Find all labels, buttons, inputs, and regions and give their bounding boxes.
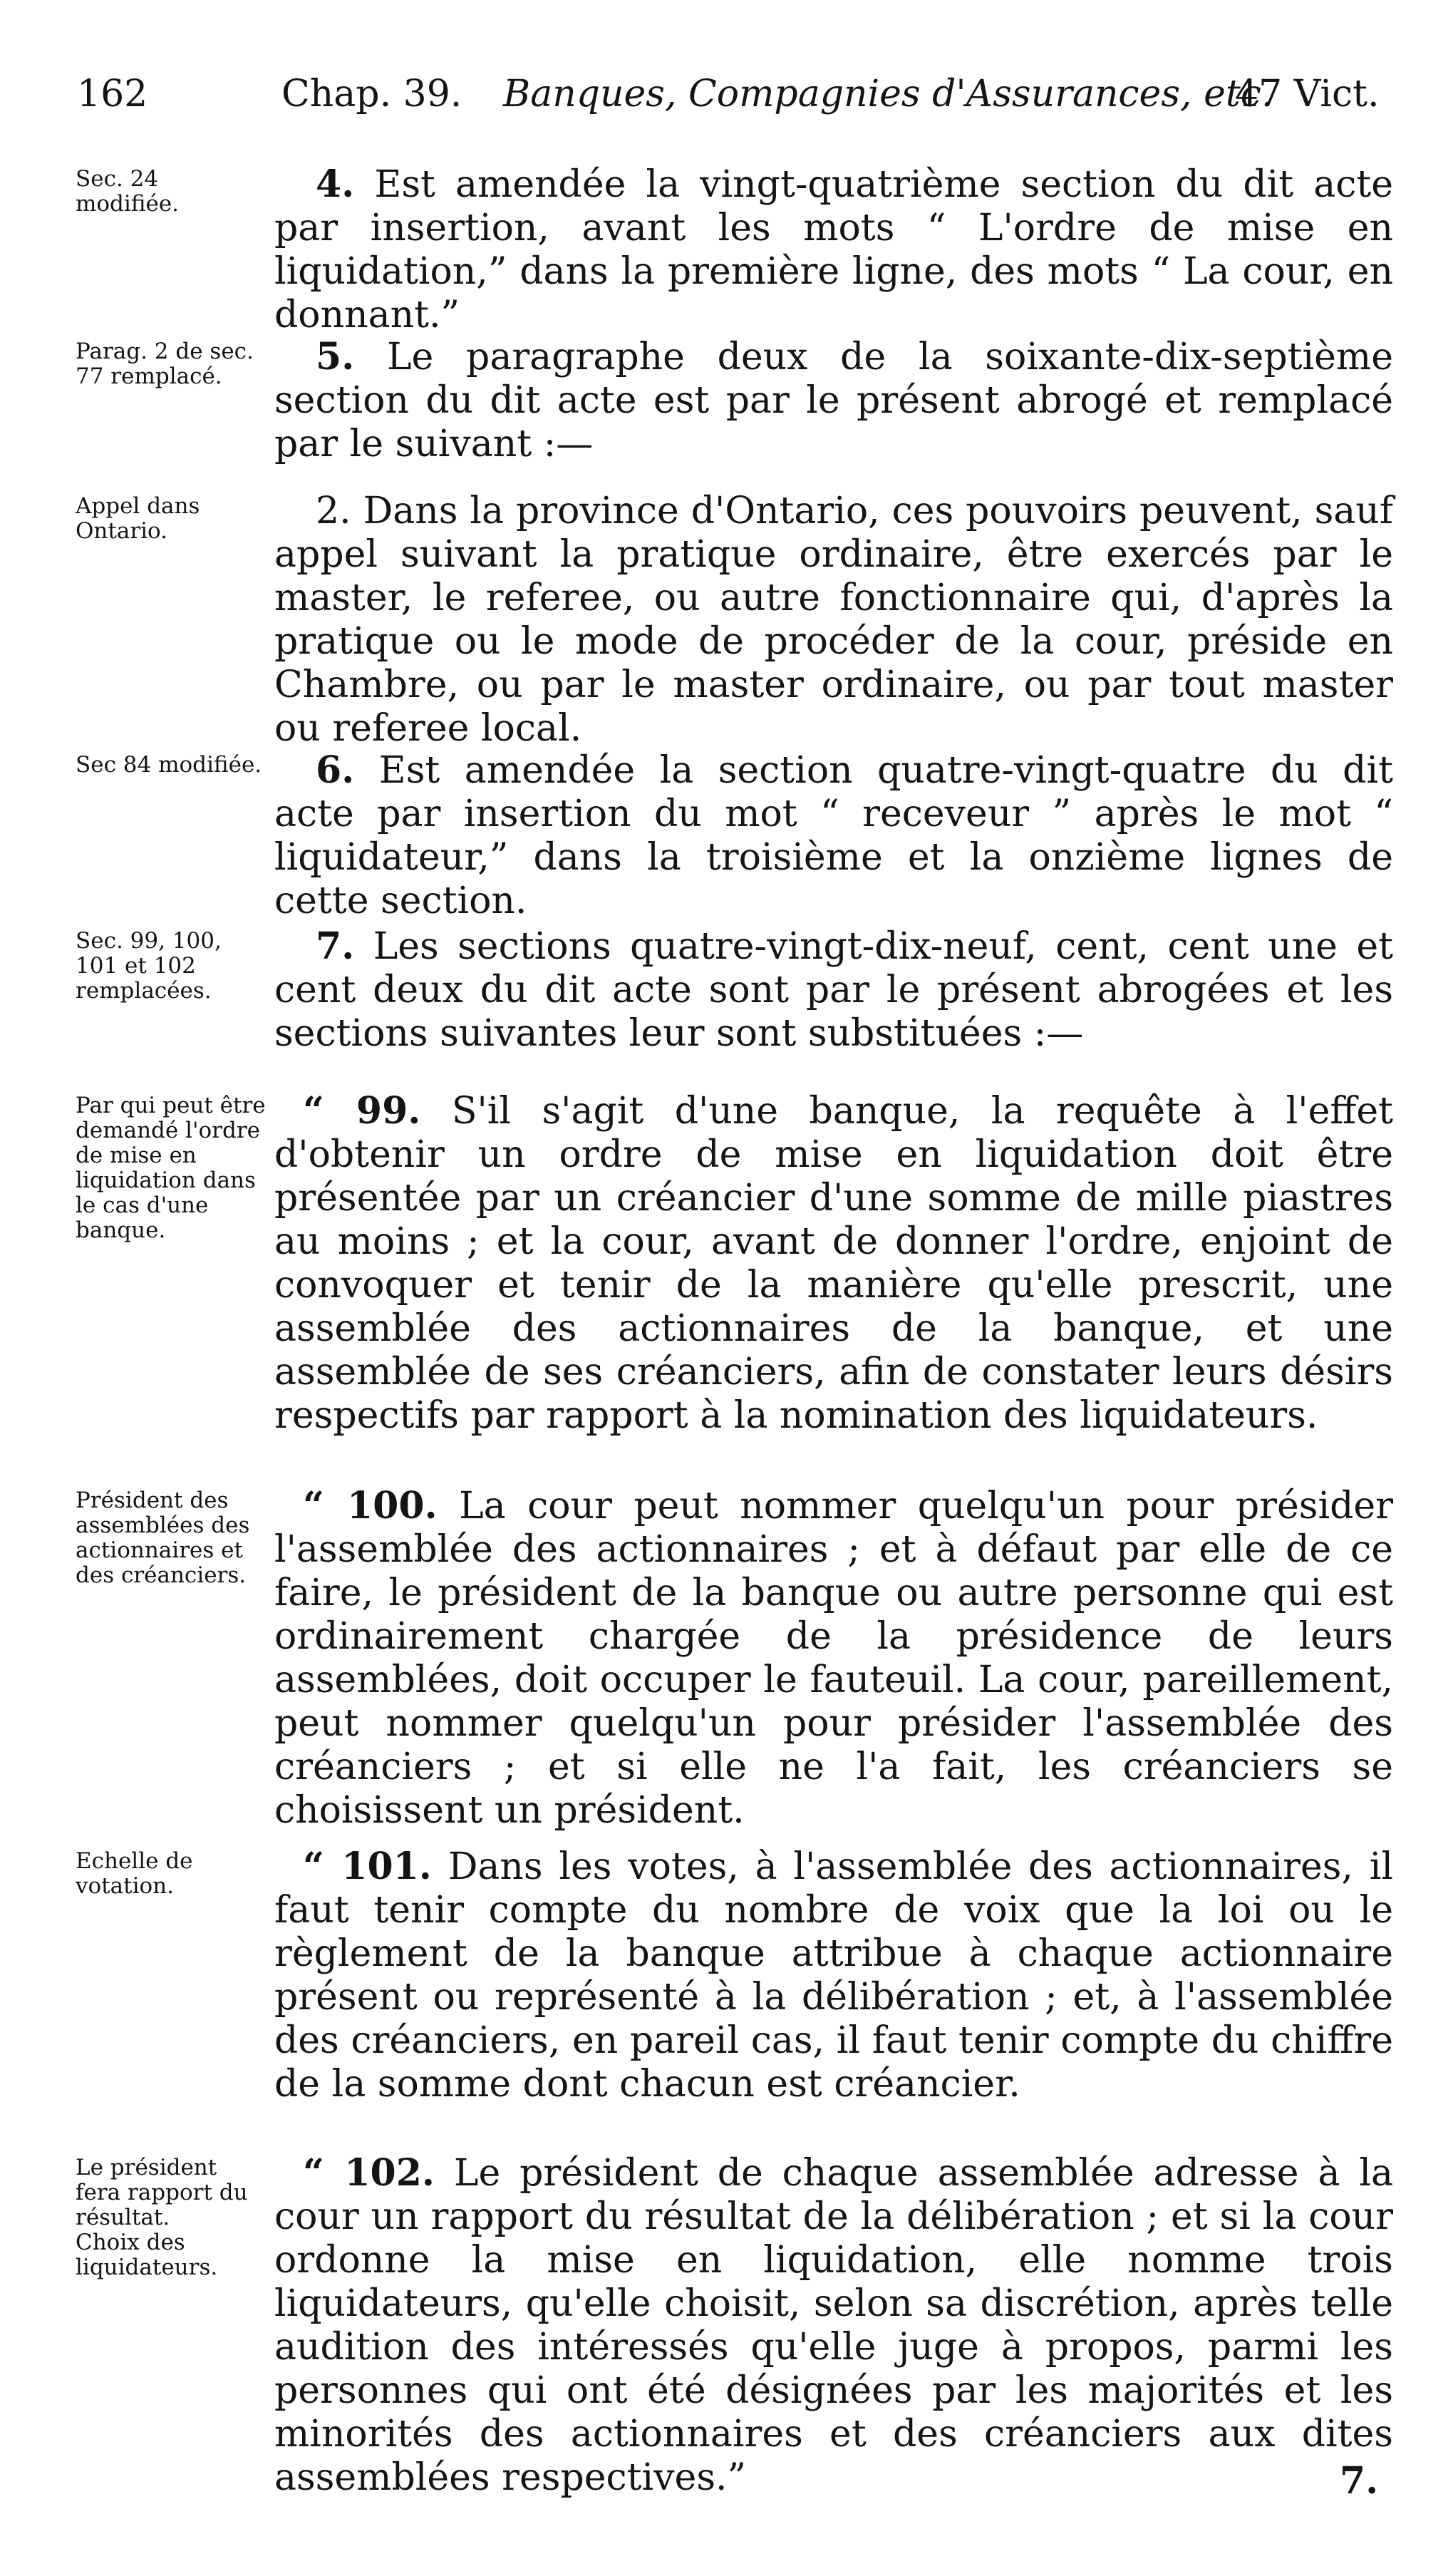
running-title: Banques, Compagnies d'Assurances, etc. — [503, 73, 1273, 115]
margin-note: Sec. 24 modifiée. — [76, 166, 180, 217]
section-text: Le président de chaque assemblée adresse à la cour un rapport du résultat de la délibération ; et si la cour ordonne la mise en liquidation, elle nomme trois liquidateurs, qu'elle choisit, selon sa discrétion, après telle audition des intéressés qu'elle juge à propos, parmi les personnes qui ont été désignées par les majorités et les minorités des actionnaires et des créanciers aux dites assemblées respectives.” — [274, 2152, 1393, 2499]
section-number: 5. — [316, 335, 355, 378]
section-text: La cour peut nommer quelqu'un pour présider l'assemblée des actionnaires ; et à défaut par elle de ce faire, le président de la banque ou autre personne qui est ordinairement chargée de la présidence de leurs assemblées, doit occuper le fauteuil. La cour, pareillement, peut nommer quelqu'un pour présider l'assemblée des créanciers ; et si elle ne l'a fait, les créanciers se choisissent un président. — [274, 1485, 1393, 1832]
section-number: 4. — [316, 163, 355, 206]
section-body — [274, 924, 1393, 1056]
margin-note: Sec 84 modifiée. — [76, 752, 262, 778]
margin-note: Le président fera rapport du résultat. Choix des liquidateurs. — [76, 2155, 248, 2280]
catchword: 7. — [1340, 2459, 1379, 2503]
section-text: Dans les votes, à l'assemblée des actionnaires, il faut tenir compte du nombre de voix que la loi ou le règlement de la banque attribue à chaque actionnaire présent ou représenté à la délibération ; et, à l'assemblée des créanciers, en pareil cas, il faut tenir compte du chiffre de la somme dont chacun est créancier. — [274, 1845, 1393, 2106]
section-body — [274, 163, 1393, 337]
margin-note: Echelle de votation. — [76, 1848, 193, 1899]
section-number: “ 101. — [303, 1845, 432, 1888]
section-body — [274, 748, 1393, 923]
section-number: “ 100. — [303, 1484, 438, 1527]
section-number: 7. — [316, 924, 355, 968]
section-text: S'il s'agit d'une banque, la requête à l'effet d'obtenir un ordre de mise en liquidation doit être présentée par un créancier d'une somme de mille piastres au moins ; et la cour, avant de donner l'ordre, enjoint de convoquer et tenir de la manière qu'elle prescrit, une assemblée des actionnaires de la banque, et une assemblée de ses créanciers, afin de constater leurs désirs respectifs par rapport à la nomination des liquidateurs. — [274, 1090, 1393, 1437]
margin-note: Par qui peut être demandé l'ordre de mise en liquidation dans le cas d'une banque. — [76, 1093, 266, 1243]
regnal-year: 47 Vict. — [1235, 73, 1380, 115]
section-body — [274, 2151, 1393, 2500]
margin-note: Parag. 2 de sec. 77 remplacé. — [76, 339, 254, 389]
section-text: Dans la province d'Ontario, ces pouvoirs peuvent, sauf appel suivant la pratique ordinaire, être exercés par le master, le referee, ou autre fonctionnaire qui, d'après la pratique ou le mode de procéder de la cour, préside en Chambre, ou par le master ordinaire, ou par tout master ou referee local. — [274, 490, 1394, 750]
section-text: Les sections quatre-vingt-dix-neuf, cent, cent une et cent deux du dit acte sont par le présent abrogées et les sections suivantes leur sont substituées :— — [274, 925, 1394, 1055]
section-body — [274, 1484, 1393, 1833]
section-body — [274, 335, 1393, 466]
margin-note: Appel dans Ontario. — [76, 493, 200, 544]
section-number: 6. — [316, 748, 355, 792]
section-number: 2. — [316, 490, 351, 532]
section-body — [274, 1089, 1393, 1438]
margin-note: Sec. 99, 100, 101 et 102 remplacées. — [76, 928, 222, 1004]
section-number: “ 102. — [303, 2151, 435, 2195]
section-body — [274, 490, 1393, 751]
chapter-label: Chap. 39. — [281, 73, 462, 115]
running-header — [77, 66, 1402, 123]
section-text: Le paragraphe deux de la soixante-dix-septième section du dit acte est par le présent abrogé et remplacé par le suivant :— — [274, 336, 1394, 465]
section-body — [274, 1845, 1393, 2106]
page-number: 162 — [77, 73, 148, 115]
section-text: Est amendée la section quatre-vingt-quatre du dit acte par insertion du mot “ receveur ” après le mot “ liquidateur,” dans la troisième et la onzième lignes de cette section. — [274, 749, 1394, 922]
section-text: Est amendée la vingt-quatrième section du dit acte par insertion, avant les mots “ L'ordre de mise en liquidation,” dans la première ligne, des mots “ La cour, en donnant.” — [274, 163, 1393, 336]
section-number: “ 99. — [303, 1089, 421, 1133]
margin-note: Président des assemblées des actionnaires et des créanciers. — [76, 1488, 250, 1588]
